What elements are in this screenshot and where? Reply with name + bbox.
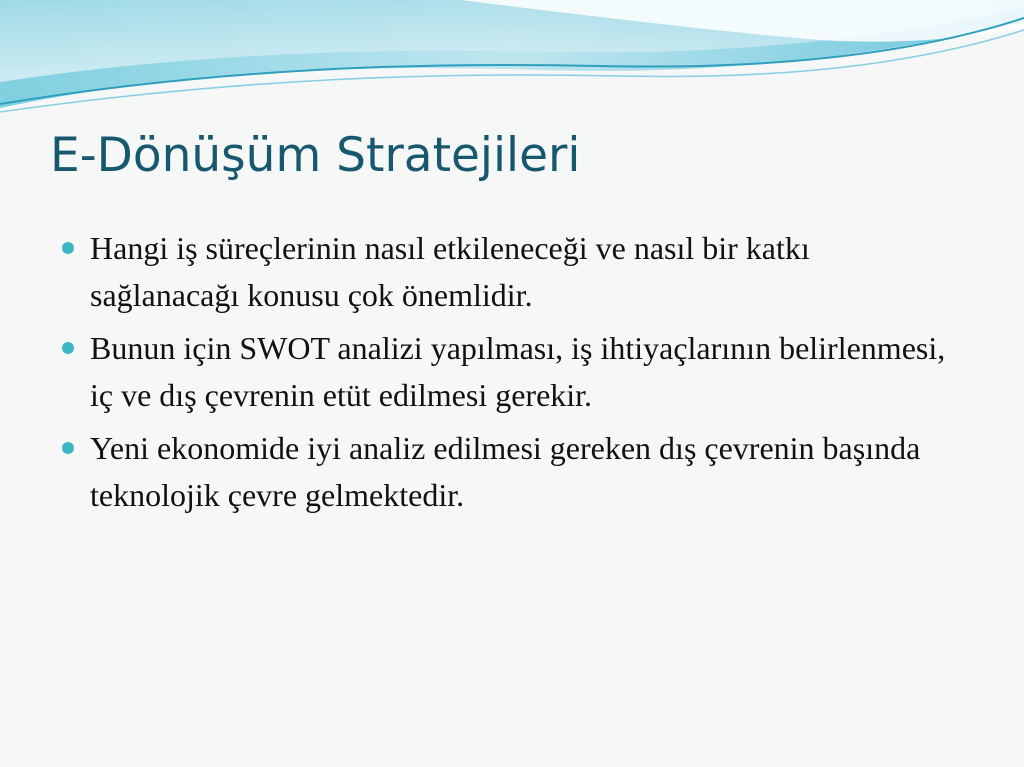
bullet-text: Bunun için SWOT analizi yapılması, iş ihtiyaçlarının belirlenmesi, iç ve dış çevrenin etüt edilmesi gerekir.	[90, 330, 946, 413]
bullet-dot-icon	[62, 442, 74, 454]
bullet-item	[62, 325, 952, 419]
bullet-list	[62, 225, 952, 525]
bullet-item	[62, 425, 952, 519]
bullet-dot-icon	[62, 342, 74, 354]
bullet-text: Yeni ekonomide iyi analiz edilmesi gereken dış çevrenin başında teknolojik çevre gelmektedir.	[90, 430, 921, 513]
slide-title: E-Dönüşüm Stratejileri	[50, 128, 581, 183]
bullet-text: Hangi iş süreçlerinin nasıl etkileneceği ve nasıl bir katkı sağlanacağı konusu çok önemlidir.	[90, 230, 810, 313]
bullet-dot-icon	[62, 242, 74, 254]
wave-header-decoration	[0, 0, 1024, 120]
bullet-item	[62, 225, 952, 319]
